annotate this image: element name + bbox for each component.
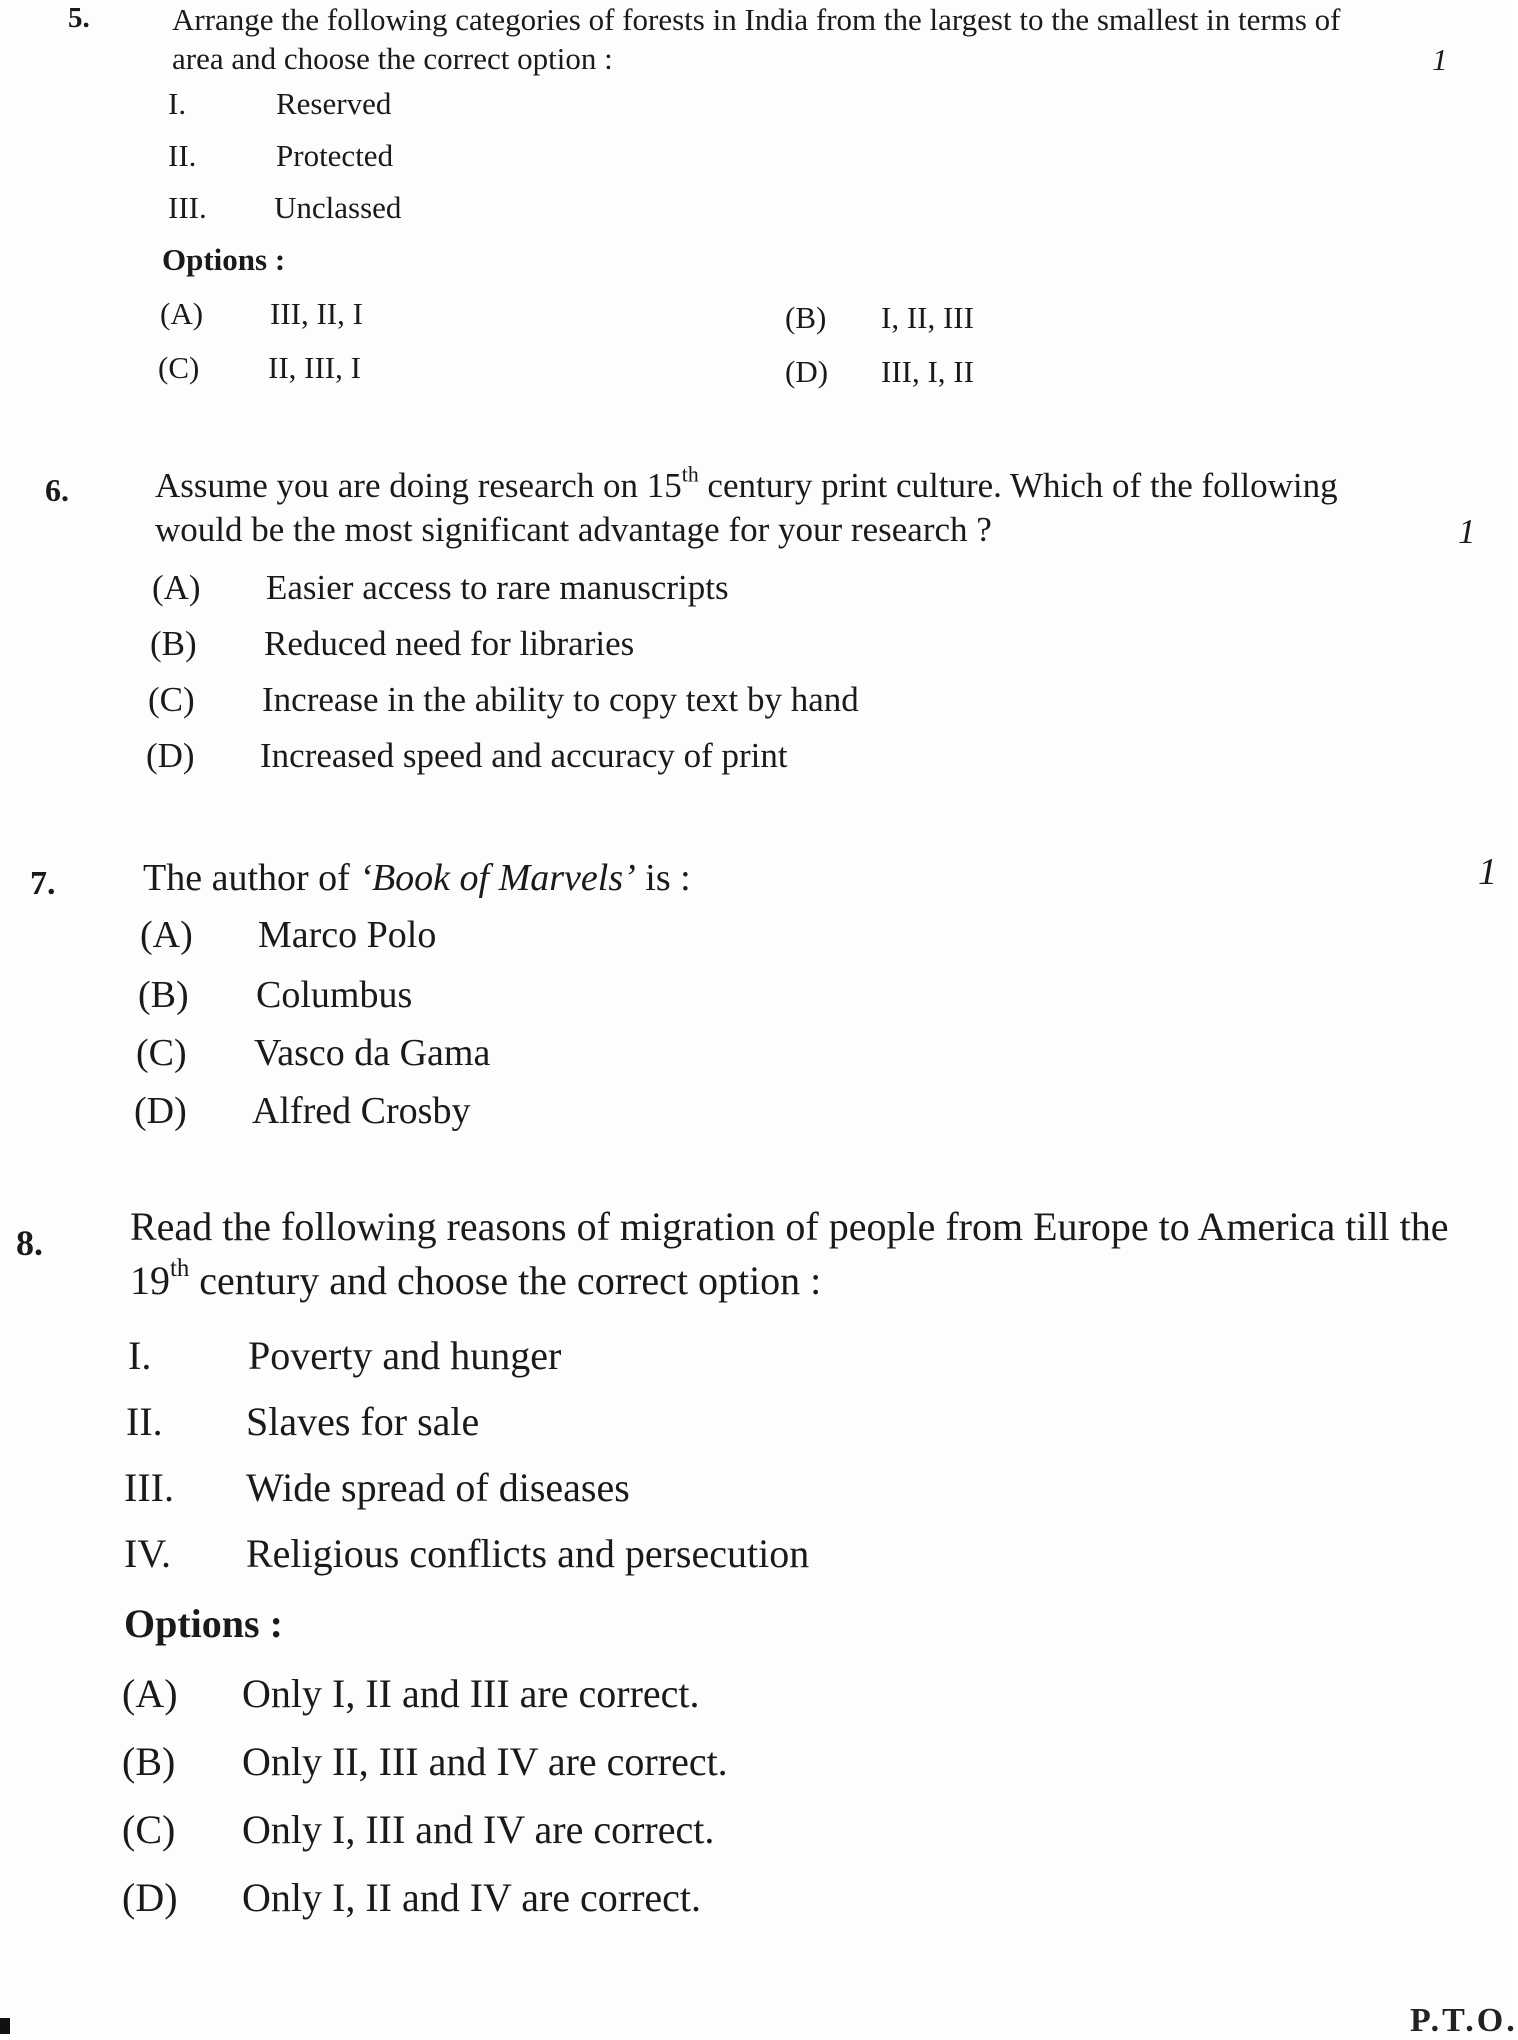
option-c: (C) Increase in the ability to copy text by hand xyxy=(148,680,859,719)
option-d: (D) III, I, II xyxy=(785,354,974,389)
page-edge-mark xyxy=(0,2018,10,2034)
option-b: (B) Reduced need for libraries xyxy=(150,624,635,663)
option-d: (D) Increased speed and accuracy of print xyxy=(146,736,788,775)
option-b: (B) Columbus xyxy=(138,974,413,1016)
question-text: Arrange the following categories of forests in India from the largest to the smallest in terms of area and choose the correct option : xyxy=(172,2,1341,77)
option-c: (C) II, III, I xyxy=(158,350,361,385)
statement-item: I. Poverty and hunger xyxy=(128,1333,562,1378)
option-d: (D) Alfred Crosby xyxy=(134,1090,471,1132)
option-d: (D) Only I, II and IV are correct. xyxy=(122,1875,702,1920)
marks-label: 1 xyxy=(1458,512,1476,551)
question-text: Assume you are doing research on 15th century print culture. Which of the following would be the most significant advantage for your research ? xyxy=(155,462,1338,550)
question-number: 8. xyxy=(16,1223,43,1263)
option-c: (C) Vasco da Gama xyxy=(136,1032,491,1074)
option-a: (A) Marco Polo xyxy=(140,914,437,956)
statement-item: IV. Religious conflicts and persecution xyxy=(124,1531,810,1576)
statement-item: III. Wide spread of diseases xyxy=(124,1465,630,1510)
options-heading: Options : xyxy=(124,1601,283,1646)
option-c: (C) Only I, III and IV are correct. xyxy=(122,1807,715,1852)
statement-item: II. Slaves for sale xyxy=(126,1399,480,1444)
question-number: 5. xyxy=(68,2,90,34)
pto-label: P.T.O. xyxy=(1410,2002,1518,2039)
statement-item: I. Reserved xyxy=(168,86,392,121)
question-text: Read the following reasons of migration of people from Europe to America till the 19th century and choose the correct option : xyxy=(130,1204,1449,1303)
question-number: 7. xyxy=(30,865,56,902)
option-a: (A) III, II, I xyxy=(160,296,363,331)
options-heading: Options : xyxy=(162,242,286,277)
option-a: (A) Only I, II and III are correct. xyxy=(122,1671,700,1716)
statement-item: III. Unclassed xyxy=(168,190,402,225)
option-b: (B) Only II, III and IV are correct. xyxy=(122,1739,728,1784)
marks-label: 1 xyxy=(1478,851,1497,893)
option-a: (A) Easier access to rare manuscripts xyxy=(152,568,729,607)
statement-item: II. Protected xyxy=(168,138,394,173)
marks-label: 1 xyxy=(1432,42,1448,77)
question-text: The author of ‘Book of Marvels’ is : xyxy=(143,857,691,899)
question-number: 6. xyxy=(45,472,69,508)
option-b: (B) I, II, III xyxy=(785,300,974,335)
